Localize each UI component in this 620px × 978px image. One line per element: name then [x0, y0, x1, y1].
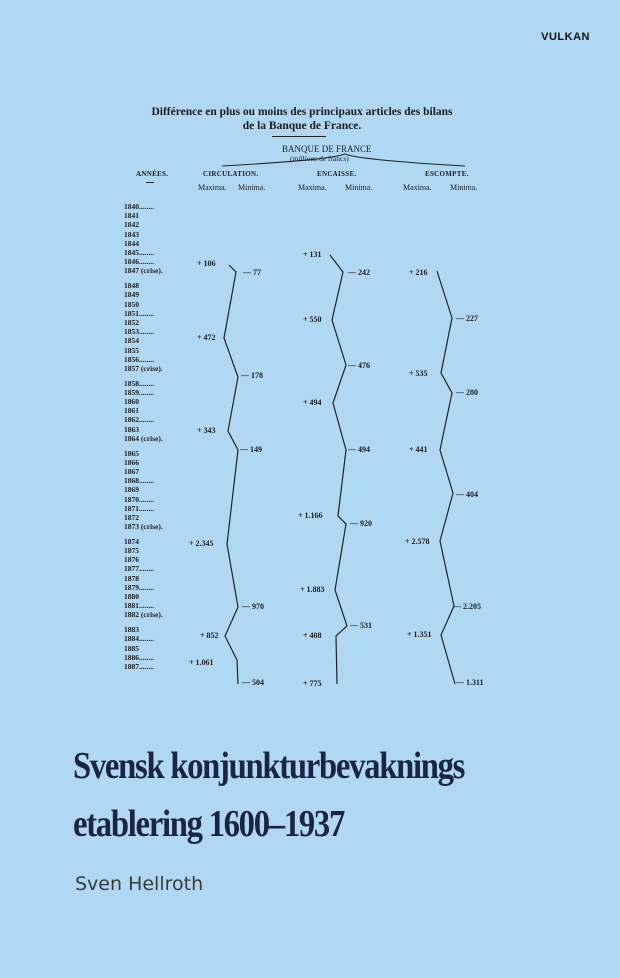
- year-row: 1870........: [124, 494, 154, 504]
- year-row: 1864 (crise).: [124, 433, 163, 443]
- year-row: 1861: [124, 406, 139, 416]
- year-row: 1875: [124, 546, 139, 555]
- encaisse-maxima-value: + 1.166: [298, 511, 323, 520]
- year-row: 1865: [124, 448, 139, 458]
- minima-label-enc: Minima.: [345, 183, 373, 192]
- circulation-maxima-value: + 106: [197, 259, 216, 268]
- year-row: 1844: [124, 238, 139, 248]
- year-row: 1884........: [124, 634, 154, 644]
- bank-subheader: (millions de francs): [290, 154, 349, 163]
- minima-label-esc: Minima.: [450, 183, 478, 192]
- year-row: 1871........: [124, 503, 154, 513]
- year-row: 1879........: [124, 582, 154, 592]
- year-row: 1851........: [124, 308, 154, 318]
- years-header: ANNÉES.: [136, 170, 169, 178]
- year-row: 1869: [124, 485, 139, 495]
- year-row: 1877........: [124, 564, 154, 574]
- year-row: 1854: [124, 336, 139, 346]
- circulation-maxima-value: + 2.345: [189, 539, 214, 548]
- year-row: 1842: [124, 220, 139, 230]
- col-header-encaisse: ENCAISSE.: [317, 170, 357, 178]
- circulation-minima-value: — 504: [242, 678, 264, 687]
- year-row: 1881........: [124, 601, 154, 611]
- circulation-minima-value: — 178: [241, 371, 263, 380]
- circulation-minima-value: — 77: [243, 268, 261, 277]
- encaisse-minima-value: — 531: [350, 621, 372, 630]
- bank-header: BANQUE DE FRANCE: [282, 144, 372, 154]
- book-title-line2: etablering 1600–1937: [73, 803, 345, 845]
- encaisse-line: [330, 255, 347, 684]
- col-header-circulation: CIRCULATION.: [203, 170, 259, 178]
- col-header-escompte: ESCOMPTE.: [425, 170, 469, 178]
- year-row: 1843: [124, 229, 139, 239]
- year-row: 1868........: [124, 476, 154, 486]
- year-row: 1852: [124, 317, 139, 327]
- author: Sven Hellroth: [75, 873, 204, 895]
- escompte-maxima-value: + 2.578: [405, 537, 430, 546]
- maxima-label-enc: Maxima.: [298, 183, 327, 192]
- year-row: 1840........: [124, 202, 154, 211]
- escompte-line: [437, 271, 455, 684]
- circulation-line: [224, 265, 238, 684]
- escompte-maxima-value: + 216: [409, 268, 428, 277]
- year-row: 1874: [124, 536, 139, 546]
- encaisse-maxima-value: + 408: [303, 631, 322, 640]
- encaisse-maxima-value: + 1.883: [300, 585, 325, 594]
- year-row: 1850: [124, 299, 139, 309]
- circulation-maxima-value: + 472: [197, 333, 216, 342]
- escompte-maxima-value: + 1.351: [407, 630, 432, 639]
- year-row: 1849: [124, 290, 139, 300]
- year-row: 1856........: [124, 354, 154, 364]
- escompte-maxima-value: + 535: [409, 369, 428, 378]
- year-row: 1847 (crise).: [124, 266, 163, 276]
- encaisse-minima-value: — 920: [350, 519, 372, 528]
- year-row: 1873 (crise).: [124, 522, 163, 532]
- maxima-label-circ: Maxima.: [198, 183, 227, 192]
- year-row: 1845........: [124, 248, 154, 257]
- encaisse-minima-value: — 242: [348, 268, 370, 277]
- year-row: 1853........: [124, 327, 154, 337]
- figure-title-line2: de la Banque de France.: [242, 120, 362, 132]
- escompte-minima-value: — 1.311: [456, 678, 484, 687]
- escompte-minima-value: — 2.205: [453, 602, 481, 611]
- encaisse-minima-value: — 476: [348, 361, 370, 370]
- year-row: 1841: [124, 211, 139, 221]
- book-title-line1: Svensk konjunkturbevaknings: [73, 745, 465, 787]
- year-row: 1883: [124, 625, 139, 635]
- maxima-label-esc: Maxima.: [403, 183, 432, 192]
- escompte-maxima-value: + 441: [409, 445, 428, 454]
- year-row: 1876: [124, 555, 139, 565]
- circulation-minima-value: — 149: [240, 445, 262, 454]
- year-row: 1880: [124, 592, 139, 601]
- circulation-maxima-value: + 852: [200, 631, 219, 640]
- year-row: 1867: [124, 466, 139, 476]
- year-row: 1862........: [124, 415, 154, 425]
- year-row: 1878: [124, 573, 139, 583]
- encaisse-maxima-value: + 494: [303, 398, 322, 407]
- year-row: 1886........: [124, 652, 154, 662]
- year-row: 1863: [124, 424, 139, 434]
- year-row: 1866: [124, 457, 139, 467]
- encaisse-maxima-value: + 131: [303, 250, 322, 259]
- encaisse-maxima-value: + 775: [303, 679, 322, 688]
- year-row: 1858........: [124, 378, 154, 388]
- circulation-maxima-value: + 1.061: [189, 658, 214, 667]
- figure-title-line1: Différence en plus ou moins des principaux articles des bilans: [151, 106, 453, 118]
- circulation-minima-value: — 970: [242, 602, 264, 611]
- escompte-minima-value: — 280: [456, 388, 478, 397]
- escompte-minima-value: — 404: [456, 490, 478, 499]
- encaisse-minima-value: — 494: [348, 445, 370, 454]
- year-row: 1859........: [124, 387, 154, 397]
- year-row: 1860: [124, 397, 139, 406]
- year-row: 1887........: [124, 661, 154, 671]
- year-row: 1872: [124, 512, 139, 522]
- year-row: 1857 (crise).: [124, 363, 163, 373]
- escompte-minima-value: — 227: [456, 314, 478, 323]
- circulation-maxima-value: + 343: [197, 426, 216, 435]
- minima-label-circ: Minima.: [238, 183, 266, 192]
- year-row: 1885: [124, 643, 139, 653]
- year-row: 1882 (crise).: [124, 610, 163, 620]
- encaisse-maxima-value: + 550: [303, 315, 322, 324]
- year-row: 1846........: [124, 257, 154, 267]
- year-row: 1848: [124, 281, 139, 291]
- publisher-logo: VULKAN: [541, 31, 590, 43]
- year-row: 1855: [124, 345, 139, 355]
